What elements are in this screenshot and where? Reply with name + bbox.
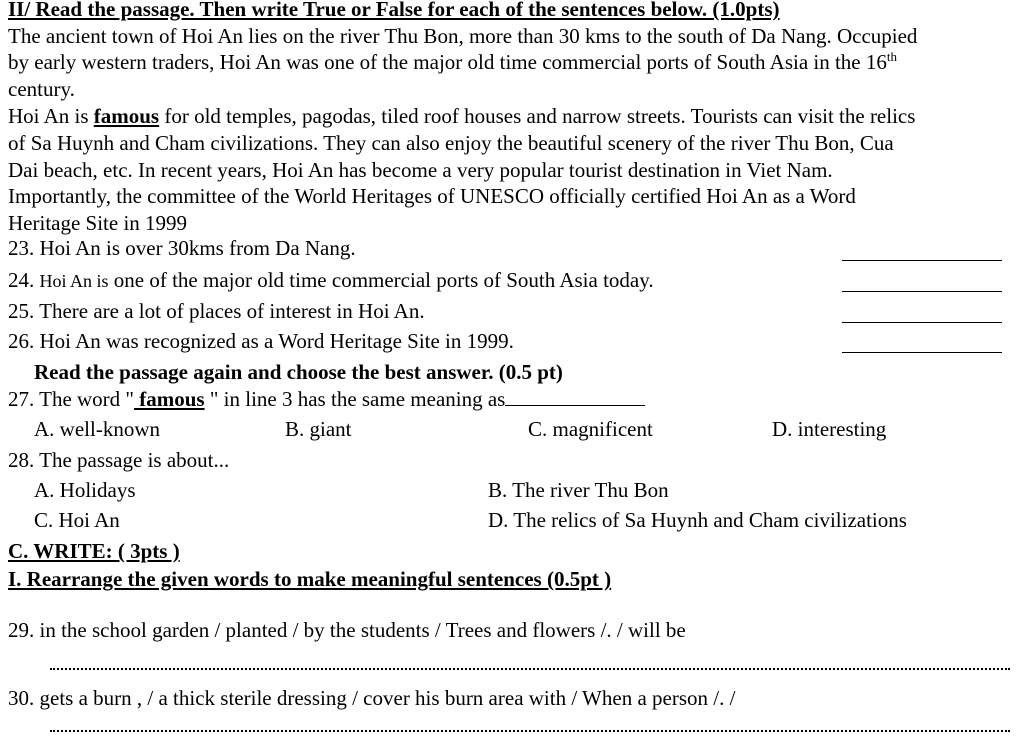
passage-line-7: Importantly, the committee of the World Heritages of UNESCO officially certified Hoi An as a Word <box>8 184 856 208</box>
passage-line-6: Dai beach, etc. In recent years, Hoi An has become a very popular tourist destination in Viet Nam. <box>8 158 833 182</box>
question-27: 27. The word " famous " in line 3 has the same meaning as <box>8 387 645 411</box>
q28-option-c[interactable]: C. Hoi An <box>34 508 120 532</box>
answer-blank-25[interactable] <box>842 322 1002 323</box>
answer-blank-27[interactable] <box>505 387 645 406</box>
passage-line-5: of Sa Huynh and Cham civilizations. They can also enjoy the beautiful scenery of the river Thu Bon, Cua <box>8 131 894 155</box>
question-29: 29. in the school garden / planted / by the students / Trees and flowers /. / will be <box>8 618 686 642</box>
q28-option-b[interactable]: B. The river Thu Bon <box>488 478 669 502</box>
question-23: 23. Hoi An is over 30kms from Da Nang. <box>8 236 356 260</box>
passage-line-3: century. <box>8 77 75 101</box>
question-26: 26. Hoi An was recognized as a Word Heritage Site in 1999. <box>8 329 514 353</box>
q28-option-a[interactable]: A. Holidays <box>34 478 136 502</box>
q27-option-a[interactable]: A. well-known <box>34 417 160 441</box>
section-2-heading: II/ Read the passage. Then write True or False for each of the sentences below. (1.0pts) <box>8 0 780 21</box>
keyword-famous: famous <box>93 104 160 128</box>
keyword-famous-q27: famous <box>134 387 205 411</box>
answer-blank-24[interactable] <box>842 291 1002 292</box>
answer-blank-26[interactable] <box>842 352 1002 353</box>
passage-line-8: Heritage Site in 1999 <box>8 211 188 235</box>
passage-line-4: Hoi An is famous for old temples, pagodas, tiled roof houses and narrow streets. Tourists can visit the relics <box>8 104 916 128</box>
question-25: 25. There are a lot of places of interest in Hoi An. <box>8 299 425 323</box>
answer-line-30[interactable] <box>50 730 1010 732</box>
passage-line-1: The ancient town of Hoi An lies on the river Thu Bon, more than 30 kms to the south of Da Nang. Occupied <box>8 24 918 48</box>
q27-option-d[interactable]: D. interesting <box>772 417 887 441</box>
question-24: 24. Hoi An is one of the major old time commercial ports of South Asia today. <box>8 268 654 292</box>
passage-line-2: by early western traders, Hoi An was one of the major old time commercial ports of South Asia in the 16th <box>8 49 898 74</box>
question-28: 28. The passage is about... <box>8 448 230 472</box>
write-heading: C. WRITE: ( 3pts ) <box>8 539 180 563</box>
q28-option-d[interactable]: D. The relics of Sa Huynh and Cham civilizations <box>488 508 907 532</box>
mc-heading: Read the passage again and choose the best answer. (0.5 pt) <box>34 360 563 384</box>
write-subheading: I. Rearrange the given words to make meaningful sentences (0.5pt ) <box>8 567 612 591</box>
q27-option-b[interactable]: B. giant <box>285 417 352 441</box>
answer-line-29[interactable] <box>50 668 1010 670</box>
q27-option-c[interactable]: C. magnificent <box>528 417 653 441</box>
question-30: 30. gets a burn , / a thick sterile dressing / cover his burn area with / When a person /. / <box>8 686 736 710</box>
answer-blank-23[interactable] <box>842 260 1002 261</box>
